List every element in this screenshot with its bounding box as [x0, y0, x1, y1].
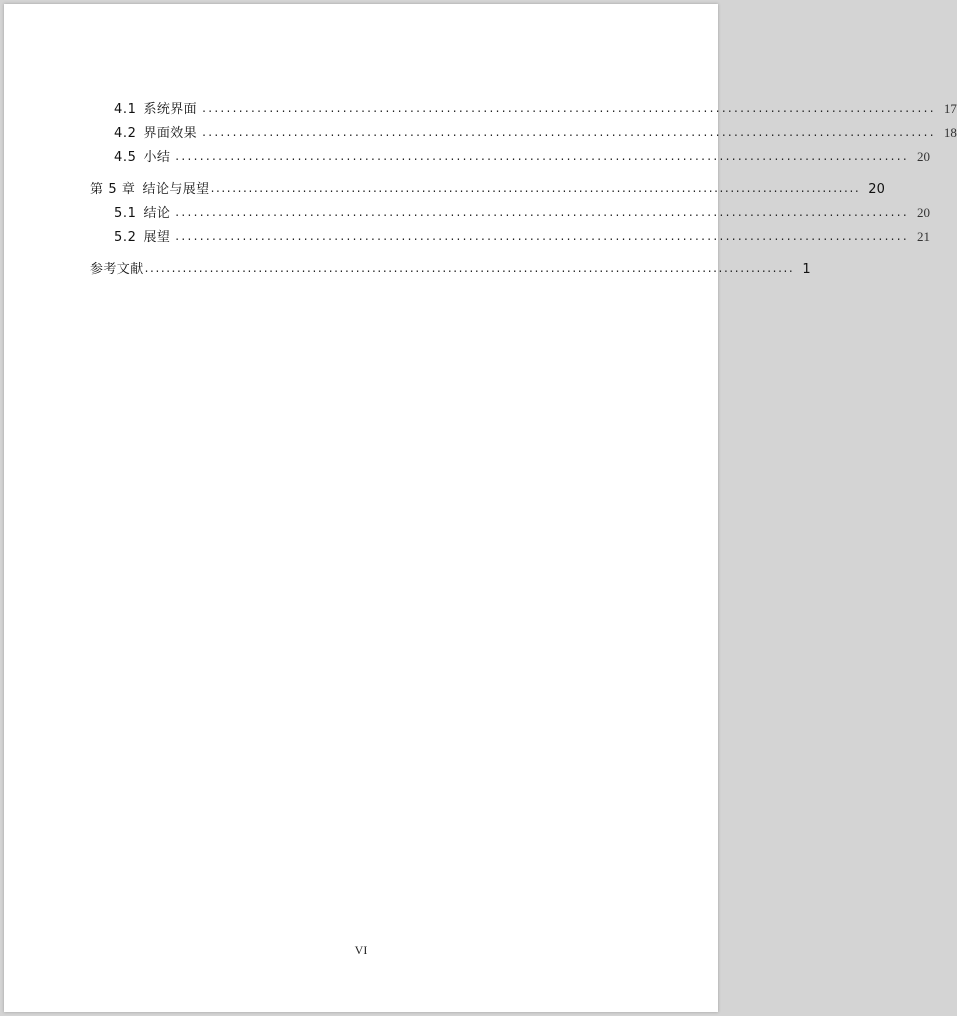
toc-entry-number: 5.2	[114, 230, 137, 245]
toc-dot-leader: ........................................................................................................................	[175, 229, 910, 243]
toc-entry-number: 4.1	[114, 102, 137, 117]
toc-entry-title: 界面效果	[143, 126, 198, 141]
toc-entry-number: 5.1	[114, 206, 137, 221]
toc-dot-leader: ........................................................................................................................	[175, 205, 910, 219]
toc-entry-number: 4.2	[114, 126, 137, 141]
toc-entry-references[interactable]	[90, 258, 811, 277]
toc-dot-leader: ........................................................................................................................	[175, 149, 910, 163]
toc-dot-leader: ........................................................................................................................	[144, 261, 795, 275]
toc-entry-title: 展望	[143, 230, 171, 245]
toc-entry-title: 结论与展望	[142, 182, 210, 197]
toc-entry-title: 结论	[143, 206, 171, 221]
toc-entry-title: 参考文献	[90, 262, 144, 277]
toc-entry-page: 18	[943, 125, 957, 140]
toc-entry-4-1[interactable]	[114, 98, 957, 117]
footer-page-number: VI	[354, 943, 368, 957]
toc-entry-page: 1	[802, 262, 811, 277]
toc-entry-title: 小结	[143, 150, 171, 165]
toc-entry-chapter-5[interactable]	[90, 178, 885, 197]
toc-entry-number: 第 5 章	[90, 182, 136, 197]
document-page	[4, 4, 957, 1012]
toc-entry-page: 17	[943, 101, 957, 116]
toc-entry-4-2[interactable]	[114, 122, 957, 141]
toc-dot-leader: ........................................................................................................................	[202, 101, 936, 115]
toc-dot-leader: ........................................................................................................................	[202, 125, 936, 139]
toc-entry-page: 20	[917, 149, 931, 164]
toc-entry-5-1[interactable]	[114, 202, 931, 221]
toc-entry-page: 20	[868, 182, 885, 197]
toc-entry-page: 21	[917, 229, 931, 244]
toc-entry-title: 系统界面	[143, 102, 198, 117]
toc-entry-number: 4.5	[114, 150, 137, 165]
toc-entry-4-5[interactable]	[114, 146, 931, 165]
toc-entry-page: 20	[917, 205, 931, 220]
toc-entry-5-2[interactable]	[114, 226, 931, 245]
toc-dot-leader: ........................................................................................................................	[210, 181, 861, 195]
